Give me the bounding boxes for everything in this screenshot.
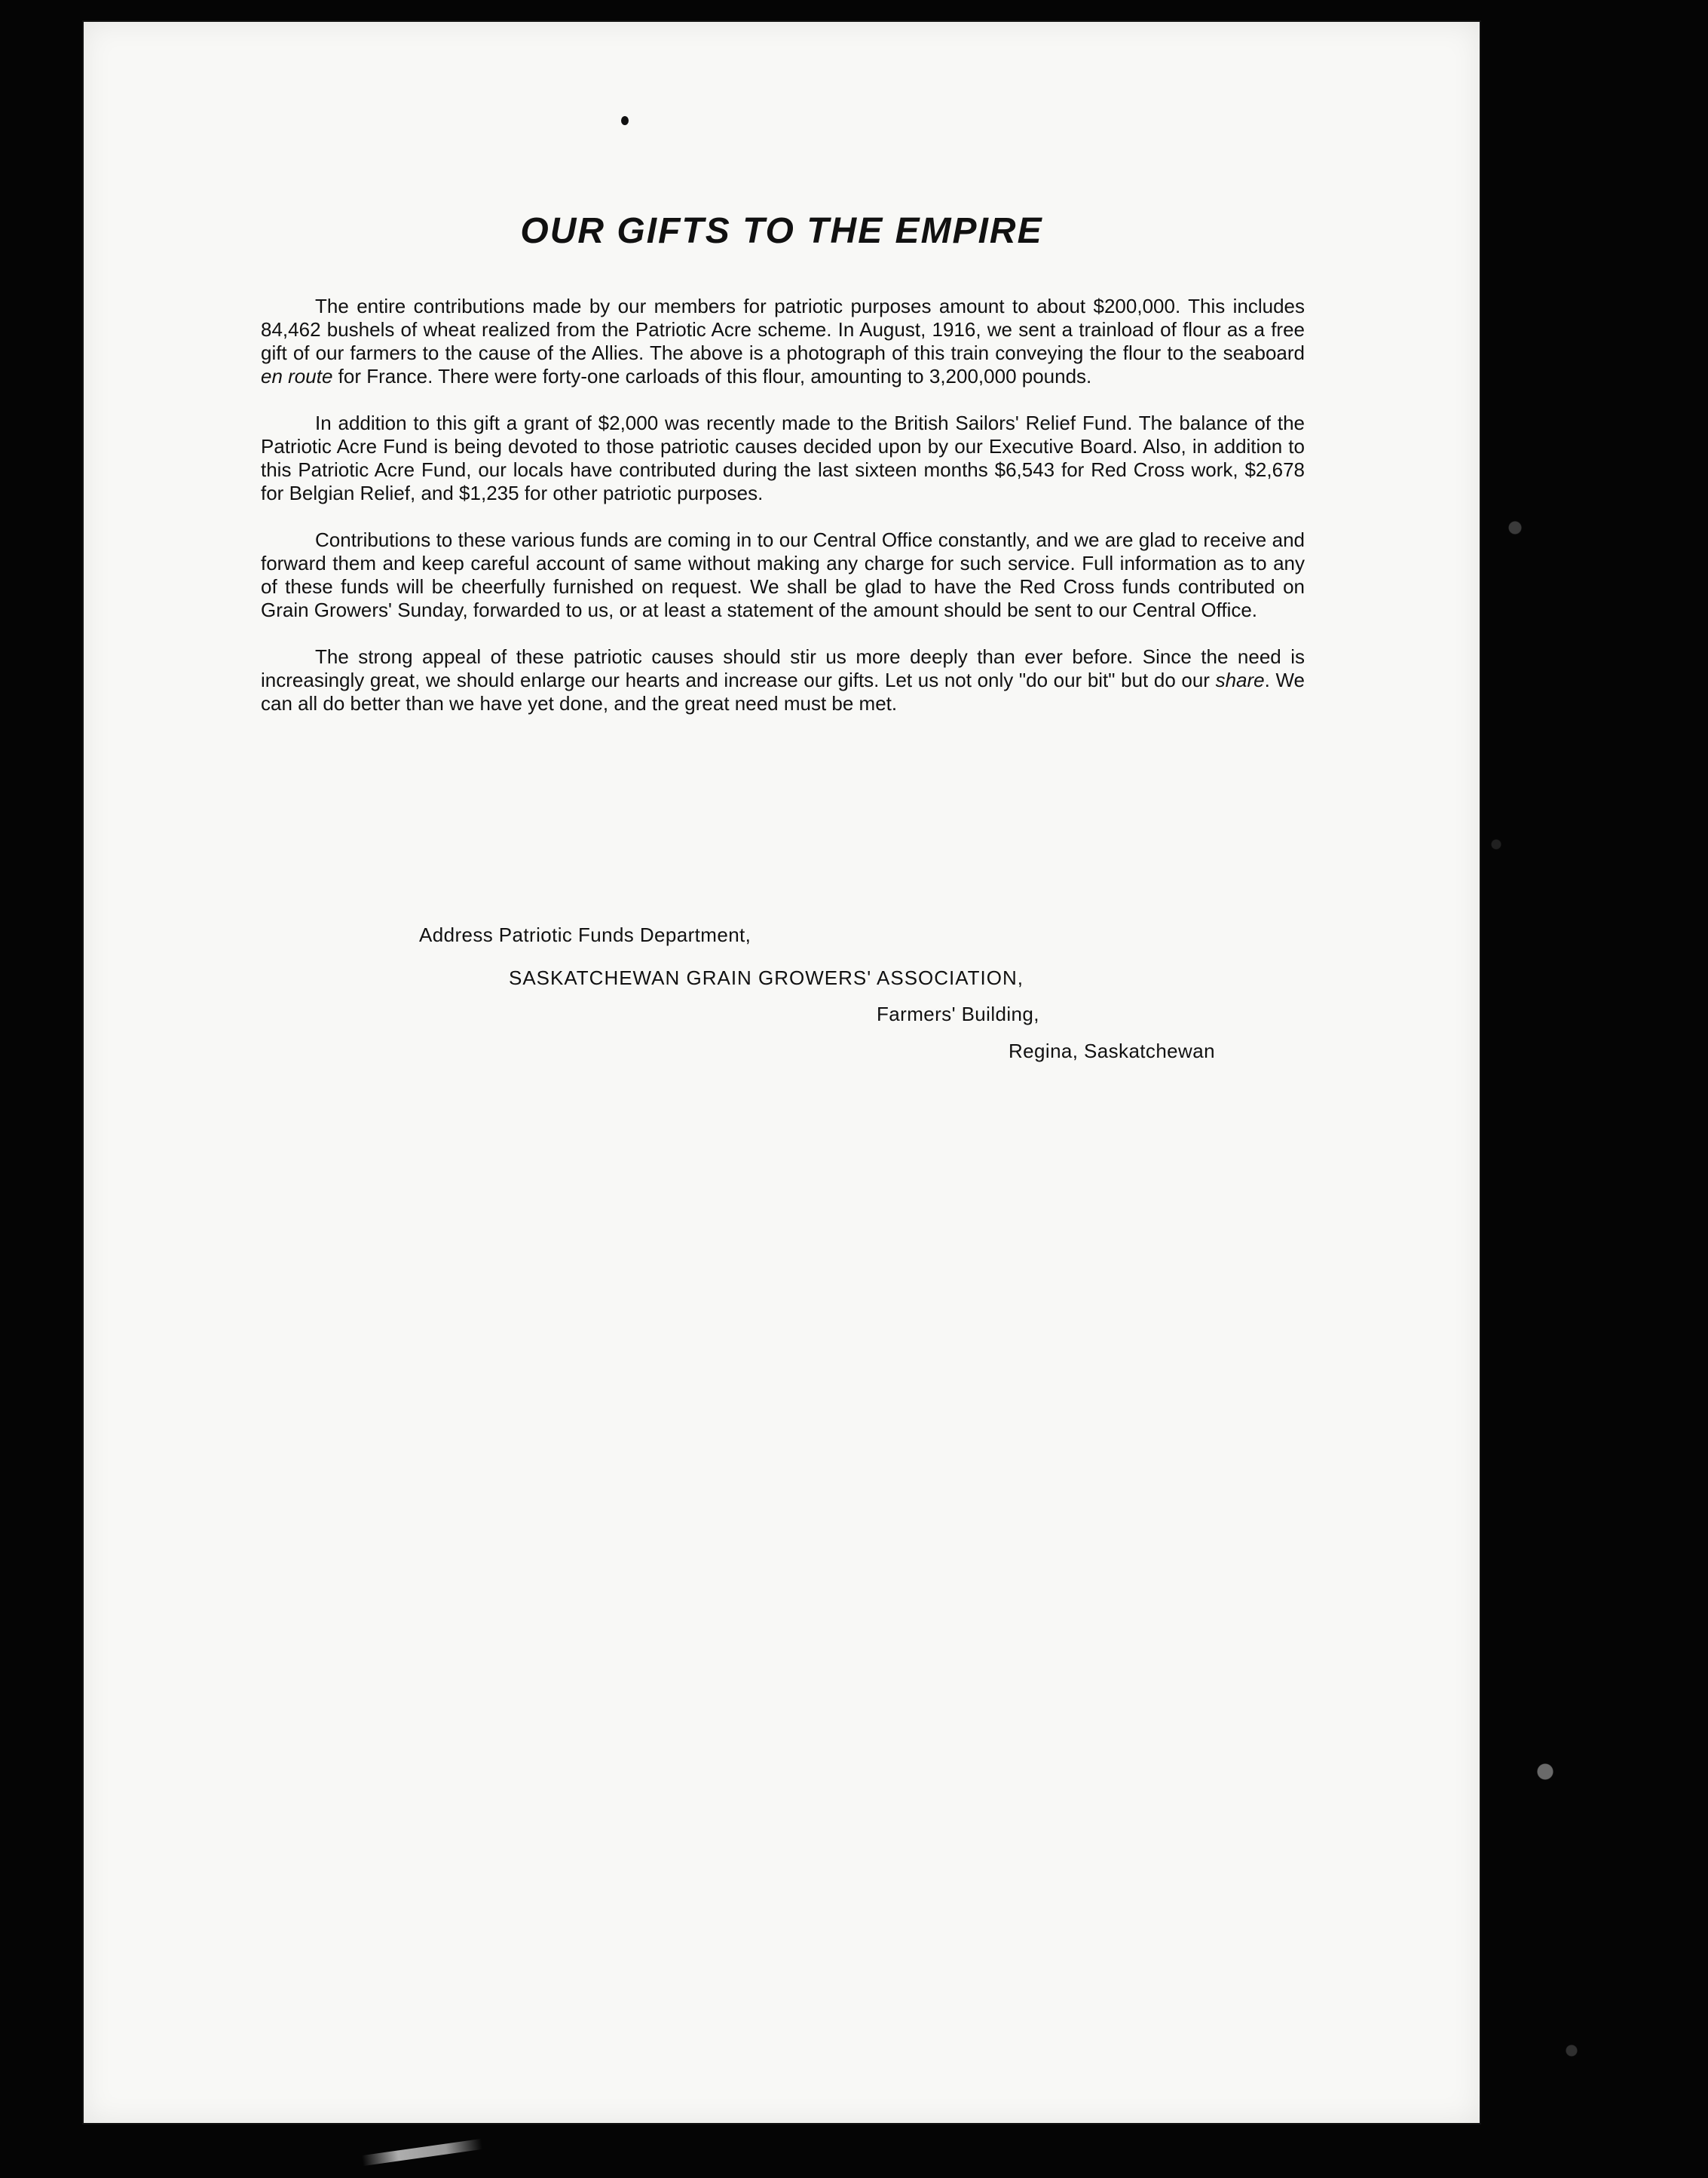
paragraph-4-emphasis: share [1215,669,1265,691]
paragraph-3 [261,528,1305,622]
body-text [261,295,1305,739]
address-city: Regina, Saskatchewan [1009,1040,1215,1062]
paragraph-1-text-a: The entire contributions made by our members for patriotic purposes amount to about $200,000. This includes 84,462 bushels of wheat realized from the Patriotic Acre scheme. In August, 1916, we sent a trainload of flour as a free gift of our farmers to the cause of the Allies. The above is a photograph of this train conveying the flour to the seaboard [261,295,1305,364]
address-organization: SASKATCHEWAN GRAIN GROWERS' ASSOCIATION, [509,966,1024,989]
ink-speck [621,116,629,125]
document-page [84,22,1480,2123]
paragraph-4-text-a: The strong appeal of these patriotic causes should stir us more deeply than ever before. Since the need is increasingly great, we should enlarge our hearts and increase our gifts. Let us not only "do our bit" but do our [261,645,1305,691]
paragraph-1-text-b: for France. There were forty-one carloads of this flour, amounting to 3,200,000 pounds. [332,365,1092,388]
paragraph-2-text: In addition to this gift a grant of $2,000 was recently made to the British Sailors' Relief Fund. The balance of the Patriotic Acre Fund is being devoted to those patriotic causes decided upon by our Executive Board. Also, in addition to this Patriotic Acre Fund, our locals have contributed during the last sixteen months $6,543 for Red Cross work, $2,678 for Belgian Relief, and $1,235 for other patriotic purposes. [261,412,1305,504]
paragraph-1 [261,295,1305,388]
address-department: Address Patriotic Funds Department, [419,924,751,946]
address-building: Farmers' Building, [877,1003,1039,1025]
paragraph-2 [261,412,1305,505]
paragraph-4-text-b: . We can all do better than we have yet done, and the great need must be met. [261,669,1305,715]
paragraph-1-emphasis: en route [261,365,333,388]
paragraph-4 [261,645,1305,715]
page-title: OUR GIFTS TO THE EMPIRE [520,211,1043,251]
paragraph-3-text: Contributions to these various funds are coming in to our Central Office constantly, and we are glad to receive and forward them and keep careful account of same without making any charge for such service. Full information as to any of these funds will be cheerfully furnished on request. We shall be glad to have the Red Cross funds contributed on Grain Growers' Sunday, forwarded to us, or at least a statement of the amount should be sent to our Central Office. [261,528,1305,621]
